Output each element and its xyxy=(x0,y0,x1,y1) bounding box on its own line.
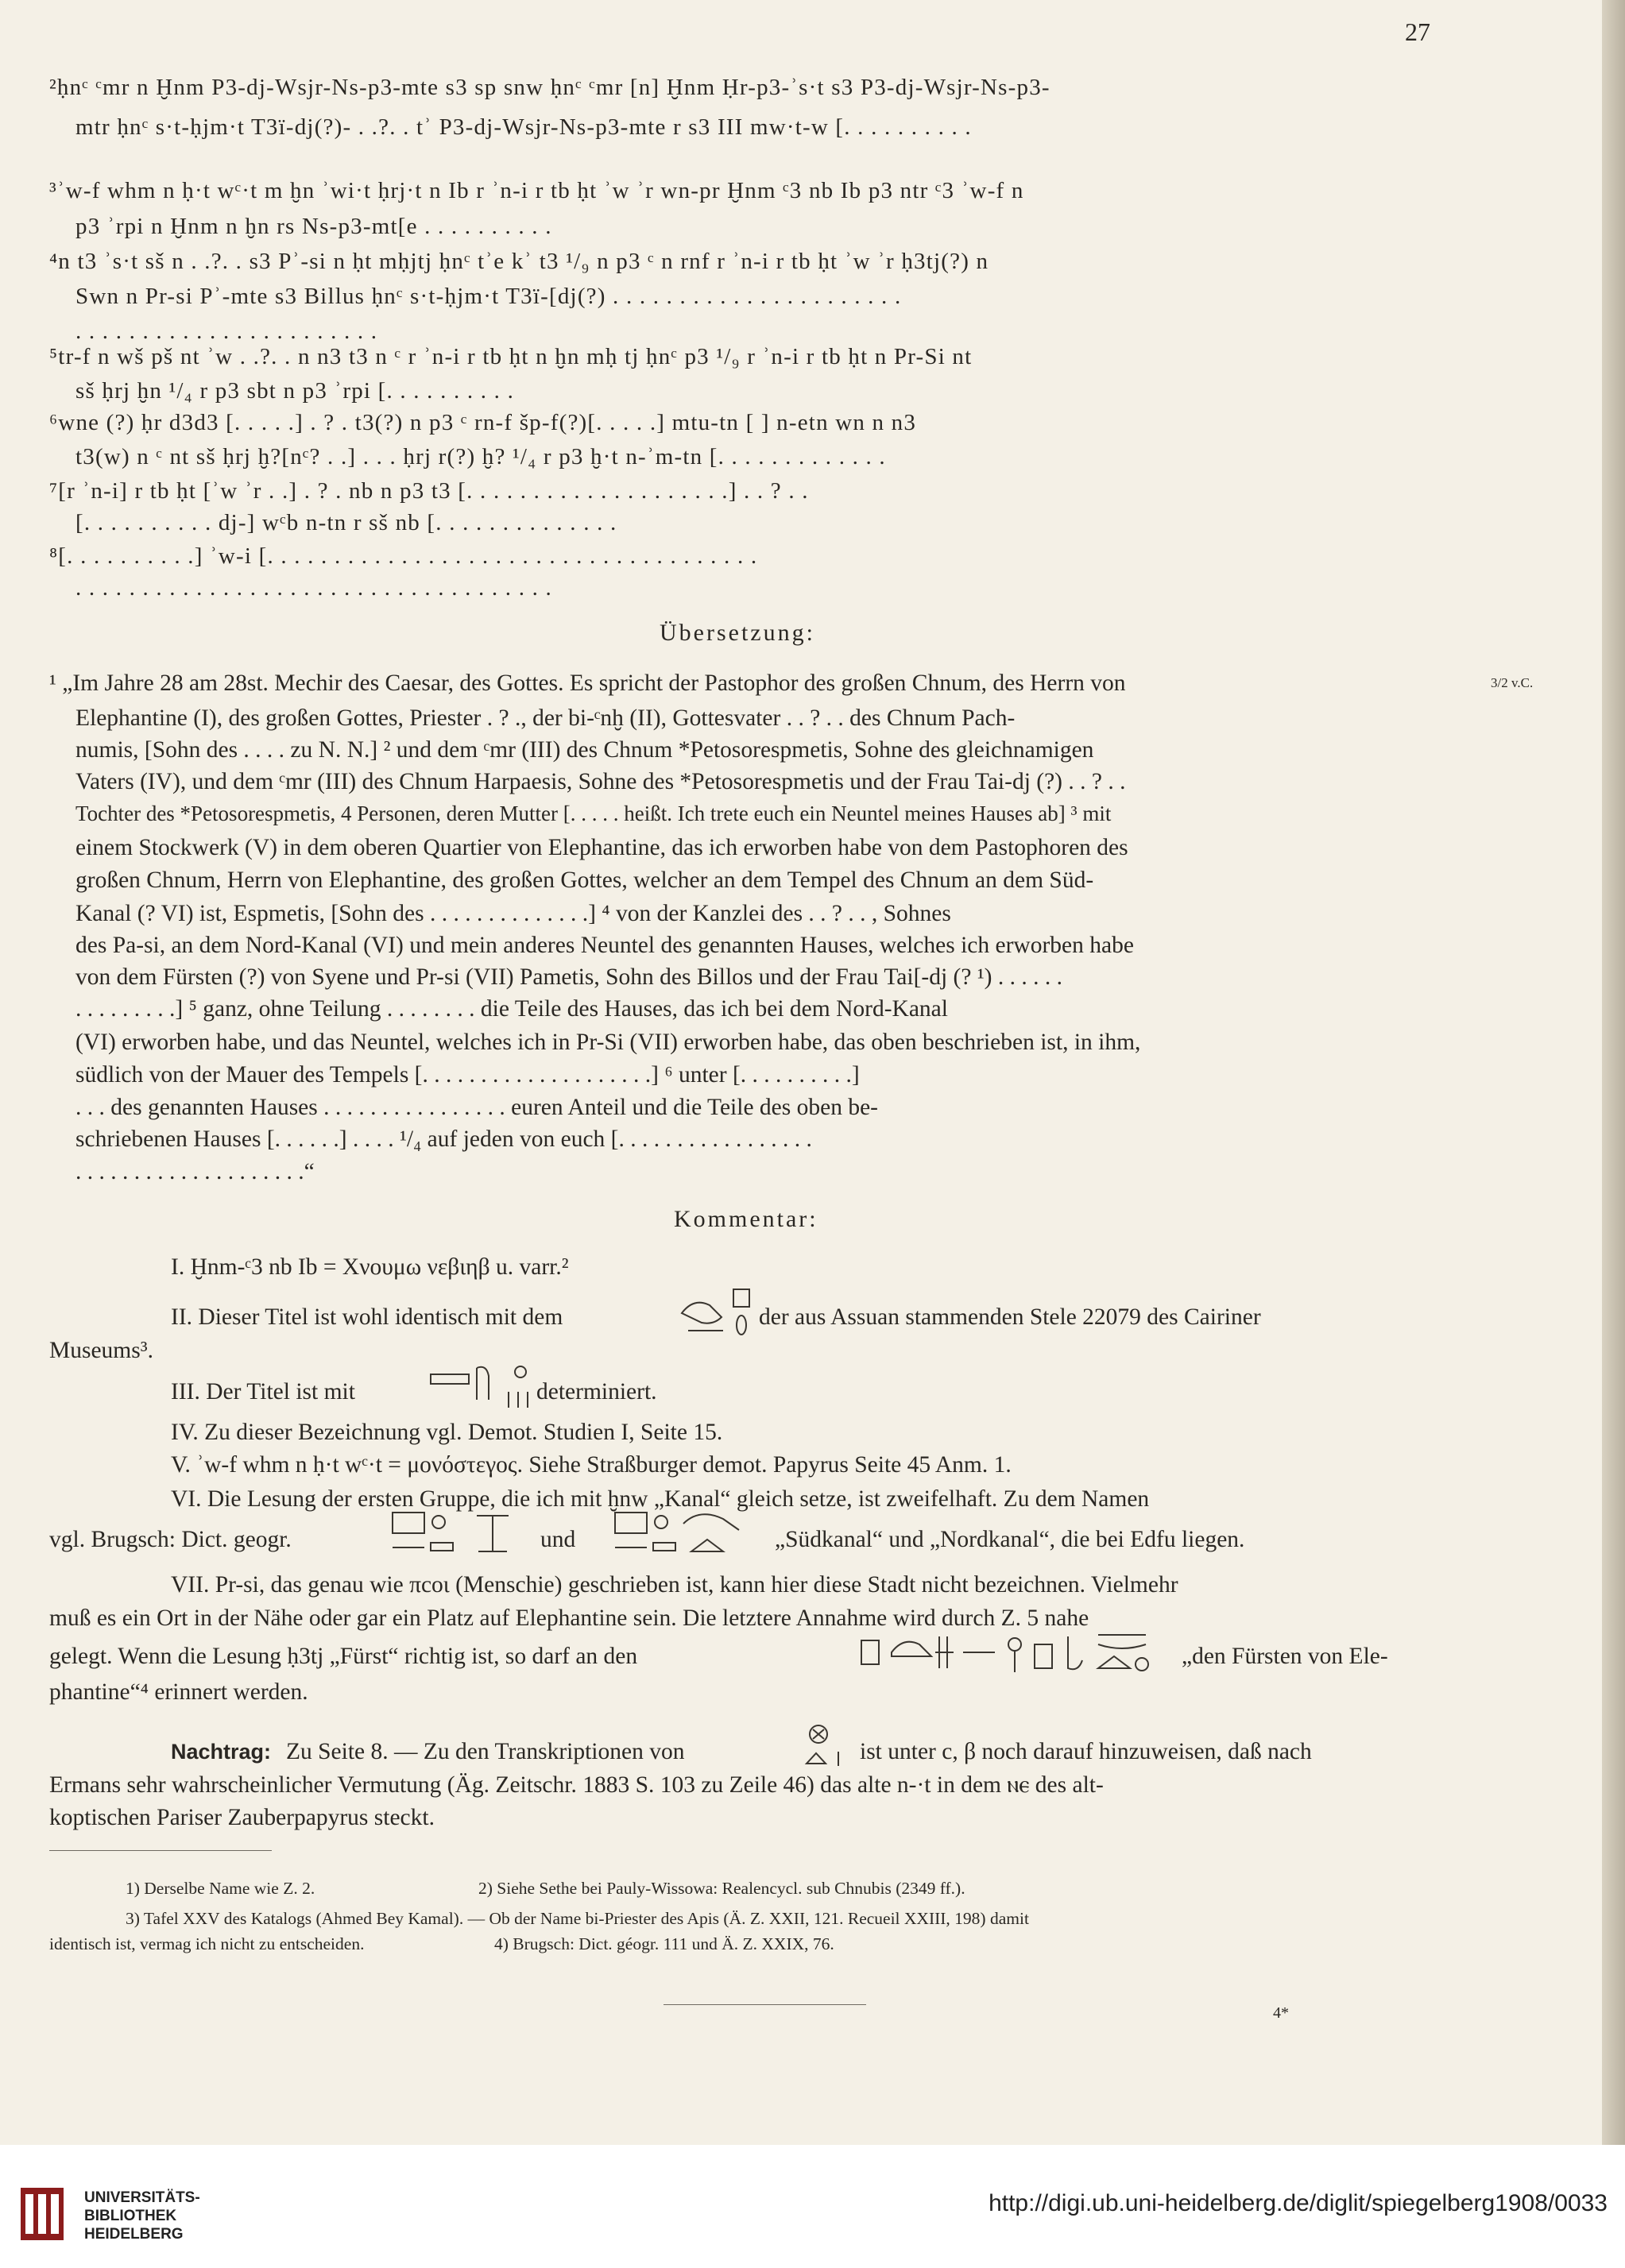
nachtrag-line: ist unter c, β noch darauf hinzuweisen, daß nach xyxy=(860,1739,1312,1764)
commentary-line: „den Fürsten von Ele- xyxy=(1182,1644,1388,1669)
nachtrag-line: Zu Seite 8. — Zu den Transkriptionen von xyxy=(286,1739,685,1764)
translation-line: großen Chnum, Herrn von Elephantine, des großen Gottes, welcher an dem Tempel des Chnum an dem Süd- xyxy=(75,867,1094,893)
transliteration-line: sš ḥrj ḫn ¹/₄ r p3 sbt n p3 ʾrpi [. . . . . . . . . . xyxy=(75,378,515,404)
transliteration-line: mtr ḥnᶜ s·t-ḥjm·t T3ï-dj(?)- . .?. . tʾ P3-dj-Wsjr-Ns-p3-mte r s3 III mw·t-w [. . . . . . . . . . xyxy=(75,114,972,140)
library-name-line: UNIVERSITÄTS- xyxy=(84,2189,200,2206)
translation-line: Kanal (? VI) ist, Espmetis, [Sohn des . . . . . . . . . . . . . .] ⁴ von der Kanzlei des . . ? . . , Sohnes xyxy=(75,901,951,926)
commentary-line: gelegt. Wenn die Lesung ḥ3tj „Fürst“ richtig ist, so darf an den xyxy=(49,1644,638,1669)
hieroglyph-south-canal-icon xyxy=(389,1508,528,1560)
translation-line: schriebenen Hauses [. . . . . .] . . . . ¹/₄ auf jeden von euch [. . . . . . . . . . . . . . . . . xyxy=(75,1126,812,1152)
translation-line: . . . . . . . . .] ⁵ ganz, ohne Teilung . . . . . . . . die Teile des Hauses, das ich bei dem Nord-Kanal xyxy=(75,996,948,1022)
transliteration-line: ⁸[. . . . . . . . . .] ʾw-i [. . . . . . . . . . . . . . . . . . . . . . . . . . . . . . . . . . . . . xyxy=(49,543,758,569)
translation-line: südlich von der Mauer des Tempels [. . . . . . . . . . . . . . . . . . . .] ⁶ unter [. . . . . . . . . .] xyxy=(75,1062,860,1088)
commentary-line: III. Der Titel ist mit xyxy=(171,1379,355,1404)
commentary-line: IV. Zu dieser Bezeichnung vgl. Demot. Studien I, Seite 15. xyxy=(171,1420,723,1445)
transliteration-line: ⁵tr-f n wš pš nt ʾw . .?. . n n3 t3 n ᶜ r ʾn-i r tb ḥt n ḫn mḥ tj ḥnᶜ p3 ¹/₉ r ʾn-i r tb ḥt n Pr-Si nt xyxy=(49,344,973,369)
commentary-line: Museums³. xyxy=(49,1338,153,1363)
nachtrag-line: Ermans sehr wahrscheinlicher Vermutung (Äg. Zeitschr. 1883 S. 103 zu Zeile 46) das alte n-·t in dem ⲛⲉ des alt- xyxy=(49,1772,1104,1798)
footnote: 1) Derselbe Name wie Z. 2. xyxy=(126,1879,315,1898)
transliteration-line: ⁷[r ʾn-i] r tb ḥt [ʾw ʾr . .] . ? . nb n p3 t3 [. . . . . . . . . . . . . . . . . . . .] . . ? . . xyxy=(49,478,809,504)
commentary-line: VII. Pr-si, das genau wie πcoι (Menschie) geschrieben ist, kann hier diese Stadt nicht bezeichnen. Vielmehr xyxy=(171,1572,1178,1598)
library-name-line: HEIDELBERG xyxy=(84,2226,184,2243)
commentary-line: VI. Die Lesung der ersten Gruppe, die ich mit ḫnw „Kanal“ gleich setze, ist zweifelhaft. Zu dem Namen xyxy=(171,1486,1150,1512)
nachtrag-label: Nachtrag: xyxy=(171,1740,272,1764)
footnote: identisch ist, vermag ich nicht zu entscheiden. xyxy=(49,1934,365,1953)
translation-line: Tochter des *Petosorespmetis, 4 Personen, deren Mutter [. . . . . heißt. Ich trete euch ein Neuntel meines Hauses ab] ³ mit xyxy=(75,802,1112,825)
transliteration-line: . . . . . . . . . . . . . . . . . . . . . . . xyxy=(75,319,378,344)
transliteration-line: . . . . . . . . . . . . . . . . . . . . . . . . . . . . . . . . . . . . xyxy=(75,575,552,601)
commentary-line: muß es ein Ort in der Nähe oder gar ein Platz auf Elephantine sein. Die letztere Annahme wird durch Z. 5 nahe xyxy=(49,1605,1089,1631)
translation-line: einem Stockwerk (V) in dem oberen Quartier von Elephantine, das ich erworben habe von dem Pastophoren des xyxy=(75,835,1128,860)
translation-line: . . . . . . . . . . . . . . . . . . . .“ xyxy=(75,1159,315,1184)
transliteration-line: ²ḥnᶜ ᶜmr n Ḫnm P3-dj-Wsjr-Ns-p3-mte s3 sp snw ḥnᶜ ᶜmr [n] Ḫnm Ḥr-p3-ʾs·t s3 P3-dj-Wsjr-Ns-p3- xyxy=(49,75,1050,100)
hieroglyph-bird-icon xyxy=(674,1281,761,1345)
university-library-logo-icon xyxy=(21,2188,64,2240)
transliteration-line: ⁶wne (?) ḥr d3d3 [. . . . .] . ? . t3(?) n p3 ᶜ rn-f šp-f(?)[. . . . .] mtu-tn [ ] n-etn wn n n3 xyxy=(49,410,917,435)
footnote: 2) Siehe Sethe bei Pauly-Wissowa: Realencycl. sub Chnubis (2349 ff.). xyxy=(478,1879,965,1898)
translation-line: Elephantine (I), des großen Gottes, Priester . ? ., der bi-ᶜnḫ (II), Gottesvater . . ? . . des Chnum Pach- xyxy=(75,705,1016,731)
hieroglyph-north-canal-icon xyxy=(612,1508,771,1560)
library-name-line: BIBLIOTHEK xyxy=(84,2208,177,2224)
commentary-line: „Südkanal“ und „Nordkanal“, die bei Edfu liegen. xyxy=(775,1527,1245,1552)
commentary-line: I. Ḫnm-ᶜ3 nb Ib = Χνουμω νεβιηβ u. varr.² xyxy=(171,1254,569,1280)
page-number: 27 xyxy=(1405,17,1430,46)
translation-line: (VI) erworben habe, und das Neuntel, welches ich in Pr-Si (VII) erworben habe, das oben beschrieben ist, in ihm, xyxy=(75,1030,1141,1055)
commentary-heading: Kommentar: xyxy=(674,1206,818,1232)
translation-line: . . . des genannten Hauses . . . . . . . . . . . . . . . . euren Anteil und die Teile des oben be- xyxy=(75,1095,879,1120)
transliteration-line: p3 ʾrpi n Ḫnm n ḫn rs Ns-p3-mt[e . . . . . . . . . . xyxy=(75,214,552,239)
translation-line: numis, [Sohn des . . . . zu N. N.] ² und dem ᶜmr (III) des Chnum *Petosorespmetis, Sohne des gleichnamigen xyxy=(75,737,1094,763)
hieroglyph-sign-icon xyxy=(799,1720,854,1775)
commentary-line: II. Dieser Titel ist wohl identisch mit dem xyxy=(171,1304,563,1330)
transliteration-line: ⁴n t3 ʾs·t sš n . .?. . s3 Pʾ-si n ḥt mḥjtj ḥnᶜ tʾe kʾ t3 ¹/₉ n p3 ᶜ n rnf r ʾn-i r tb ḥt ʾw ʾr ḥ3tj(?) n xyxy=(49,249,989,274)
hieroglyph-determinative-icon xyxy=(429,1360,536,1416)
commentary-line: und xyxy=(540,1527,576,1552)
signature-mark: 4* xyxy=(1273,2004,1289,2022)
bottom-rule xyxy=(664,2004,866,2005)
footnote-rule xyxy=(49,1850,272,1851)
hieroglyph-prince-icon xyxy=(860,1629,1178,1681)
library-name xyxy=(84,2189,200,2243)
transliteration-line: t3(w) n ᶜ nt sš ḥrj ḫ?[nᶜ? . .] . . . ḥrj r(?) ḫ? ¹/₄ r p3 ḫ·t n-ʾm-tn [. . . . . . . . . . . . . xyxy=(75,444,886,469)
commentary-line: phantine“⁴ erinnert werden. xyxy=(49,1679,308,1705)
commentary-line: vgl. Brugsch: Dict. geogr. xyxy=(49,1527,292,1552)
translation-line: ¹ „Im Jahre 28 am 28st. Mechir des Caesar, des Gottes. Es spricht der Pastophor des großen Chnum, des Herrn von xyxy=(49,670,1126,696)
commentary-line: V. ʾw-f whm n ḥ·t wᶜ·t = μονόστεγος. Siehe Straßburger demot. Papyrus Seite 45 Anm. 1. xyxy=(171,1452,1012,1478)
book-edge xyxy=(1602,0,1625,2145)
transliteration-line: ³ʾw-f whm n ḥ·t wᶜ·t m ḫn ʾwi·t ḥrj·t n Ib r ʾn-i r tb ḥt ʾw ʾr wn-pr Ḫnm ᶜ3 nb Ib p3 ntr ᶜ3 ʾw-f n xyxy=(49,178,1024,203)
translation-heading: Übersetzung: xyxy=(660,620,815,646)
footnote: 4) Brugsch: Dict. géogr. 111 und Ä. Z. XXIX, 76. xyxy=(494,1934,834,1953)
translation-line: des Pa-si, an dem Nord-Kanal (VI) und mein anderes Neuntel des genannten Hauses, welches ich erworben habe xyxy=(75,933,1134,958)
transliteration-line: Swn n Pr-si Pʾ-mte s3 Billus ḥnᶜ s·t-ḥjm·t T3ï-[dj(?) . . . . . . . . . . . . . . . . . . . . . . xyxy=(75,284,902,309)
margin-note: 3/2 v.C. xyxy=(1491,675,1534,690)
nachtrag-line: koptischen Pariser Zauberpapyrus steckt. xyxy=(49,1805,435,1830)
commentary-line: der aus Assuan stammenden Stele 22079 des Cairiner xyxy=(759,1304,1261,1330)
transliteration-line: [. . . . . . . . . . dj-] wᶜb n-tn r sš nb [. . . . . . . . . . . . . . xyxy=(75,510,617,535)
footnote: 3) Tafel XXV des Katalogs (Ahmed Bey Kamal). — Ob der Name bi-Priester des Apis (Ä. Z. XXII, 121. Recueil XXIII, 198) damit xyxy=(126,1909,1029,1928)
source-url-link[interactable]: http://digi.ub.uni-heidelberg.de/diglit/spiegelberg1908/0033 xyxy=(989,2190,1608,2216)
translation-line: von dem Fürsten (?) von Syene und Pr-si (VII) Pametis, Sohn des Billos und der Frau Tai[-dj (? ¹) . . . . . . xyxy=(75,964,1063,990)
translation-line: Vaters (IV), und dem ᶜmr (III) des Chnum Harpaesis, Sohne des *Petosorespmetis und der Frau Tai-dj (?) . . ? . . xyxy=(75,769,1126,794)
commentary-line: determiniert. xyxy=(536,1379,657,1404)
